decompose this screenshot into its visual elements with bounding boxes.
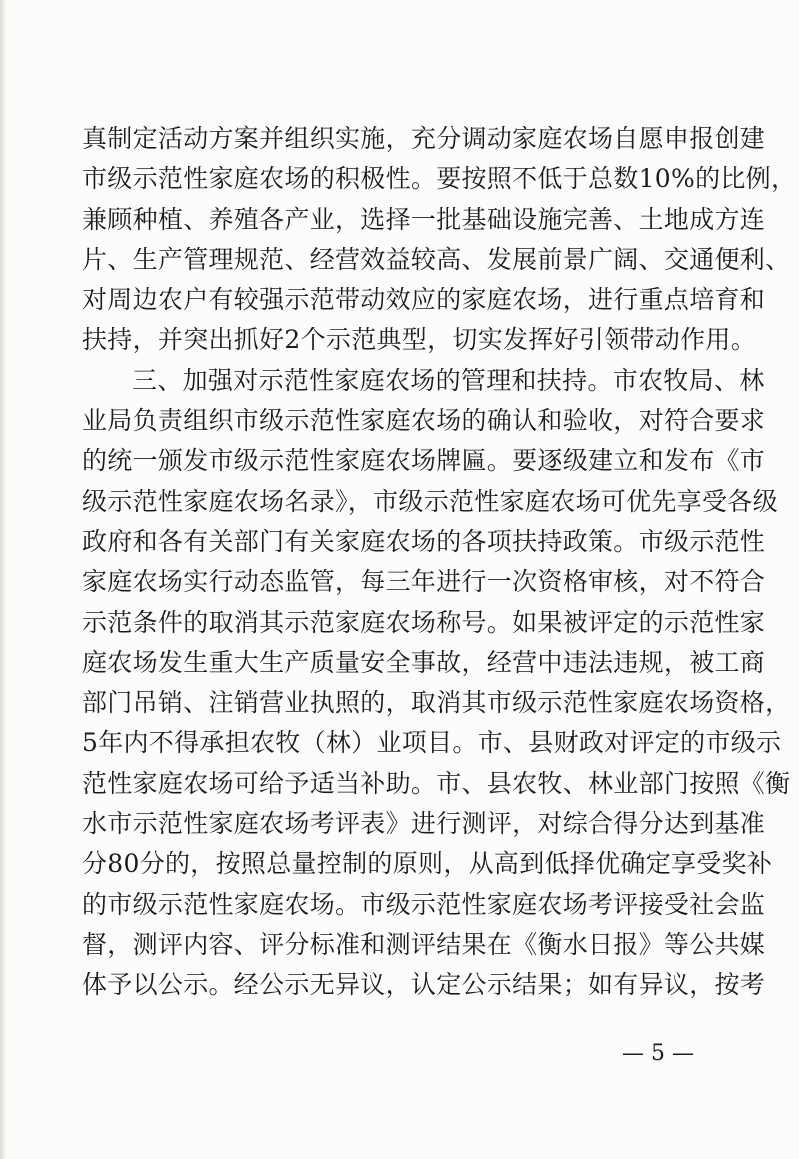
text-line: 家庭农场实行动态监管，每三年进行一次资格审核，对不符合 bbox=[82, 567, 766, 597]
text-line: 级示范性家庭农场名录》，市级示范性家庭农场可优先享受各级 bbox=[82, 486, 778, 516]
text-line: 扶持，并突出抓好2个示范典型，切实发挥好引领带动作用。 bbox=[82, 325, 757, 355]
text-line: 兼顾种植、养殖各产业，选择一批基础设施完善、土地成方连 bbox=[82, 204, 766, 234]
text-line: 政府和各有关部门有关家庭农场的各项扶持政策。市级示范性 bbox=[82, 526, 766, 556]
page-number: — 5 — bbox=[622, 1041, 694, 1066]
scan-edge-shadow bbox=[0, 0, 6, 1159]
text-line: 真制定活动方案并组织实施，充分调动家庭农场自愿申报创建 bbox=[82, 124, 766, 153]
text-line: 体予以公示。经公示无异议，认定公示结果；如有异议，按考 bbox=[82, 970, 766, 1000]
text-line: 示范条件的取消其示范家庭农场称号。如果被评定的示范性家 bbox=[82, 607, 766, 637]
text-line: 市级示范性家庭农场的积极性。要按照不低于总数10%的比例， bbox=[82, 164, 797, 194]
text-line: 5年内不得承担农牧（林）业项目。市、县财政对评定的市级示 bbox=[82, 728, 782, 758]
text-line: 分80分的，按照总量控制的原则，从高到低择优确定享受奖补 bbox=[82, 849, 773, 879]
text-line: 范性家庭农场可给予适当补助。市、县农牧、林业部门按照《衡 bbox=[82, 768, 791, 798]
text-line: 庭农场发生重大生产质量安全事故，经营中违法违规，被工商 bbox=[82, 647, 766, 677]
text-line: 对周边农户有较强示范带动效应的家庭农场，进行重点培育和 bbox=[82, 285, 766, 315]
text-line: 督，测评内容、评分标准和测评结果在《衡水日报》等公共媒 bbox=[82, 929, 766, 959]
text-line: 业局负责组织市级示范性家庭农场的确认和验收，对符合要求 bbox=[82, 406, 766, 436]
text-line: 的统一颁发市级示范性家庭农场牌匾。要逐级建立和发布《市 bbox=[82, 446, 766, 476]
text-line: 部门吊销、注销营业执照的，取消其市级示范性家庭农场资格， bbox=[82, 688, 791, 718]
section-heading-line: 三、加强对示范性家庭农场的管理和扶持。市农牧局、林 bbox=[132, 365, 765, 395]
text-line: 的市级示范性家庭农场。市级示范性家庭农场考评接受社会监 bbox=[82, 889, 766, 919]
text-line: 片、生产管理规范、经营效益较高、发展前景广阔、交通便利、 bbox=[82, 244, 791, 274]
body-text bbox=[82, 119, 797, 1006]
text-line: 水市示范性家庭农场考评表》进行测评，对综合得分达到基准 bbox=[82, 809, 766, 839]
